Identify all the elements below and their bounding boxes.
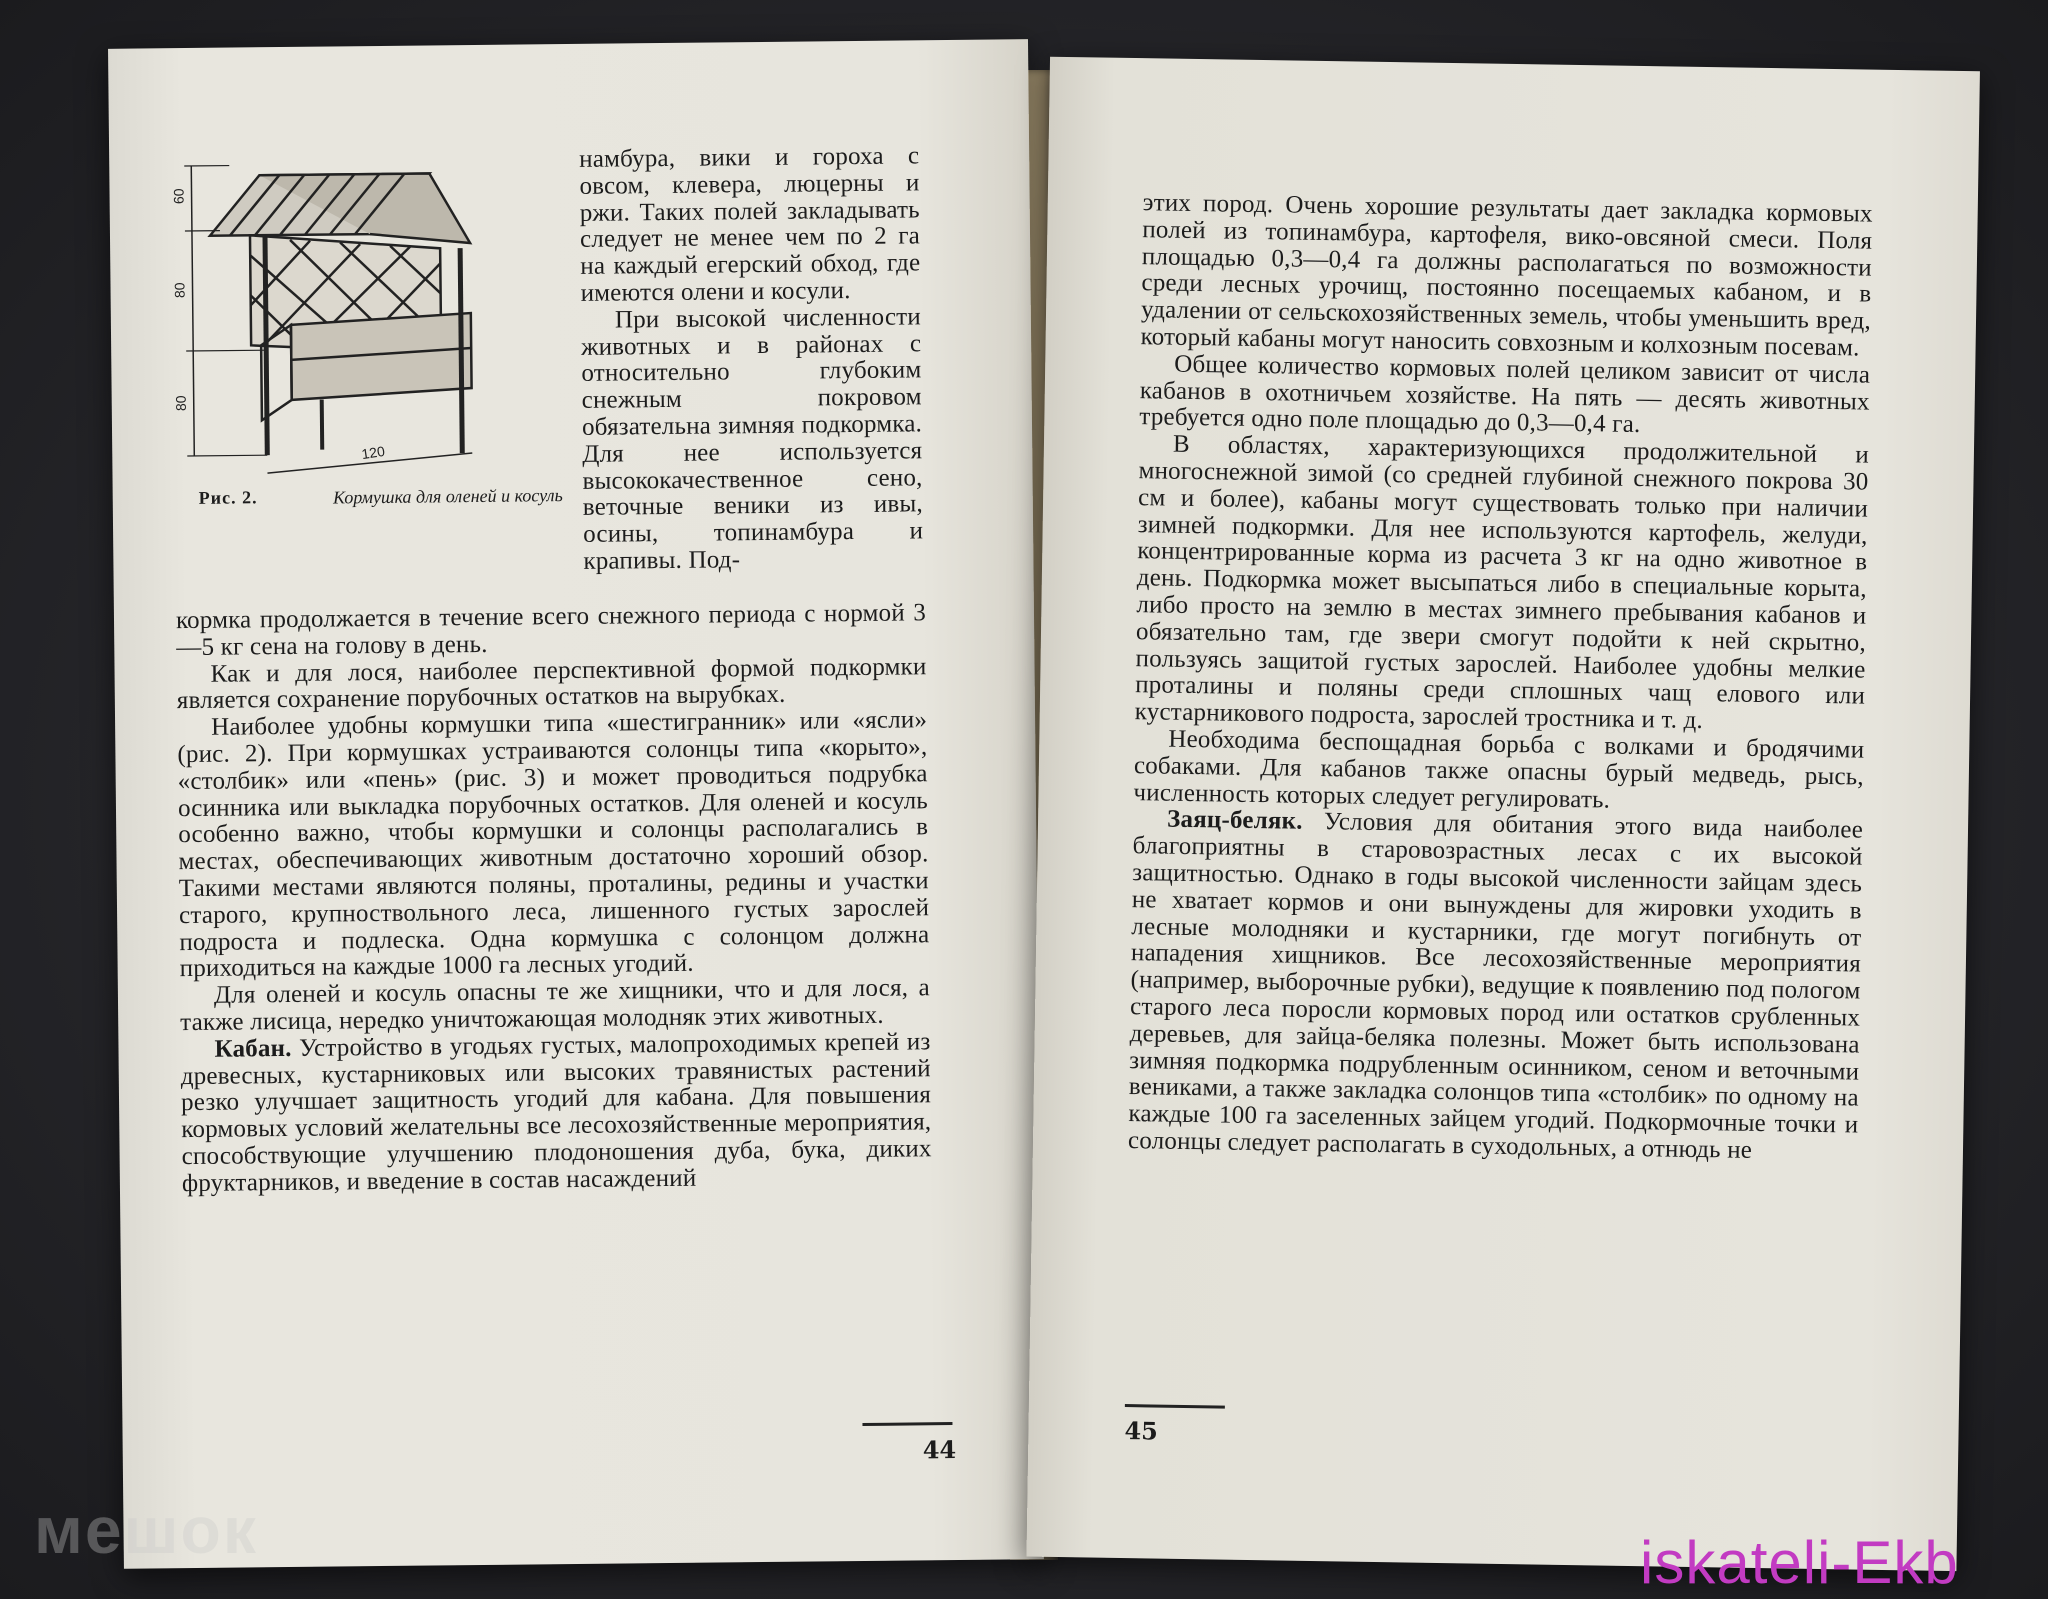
feeder-figure	[169, 152, 572, 486]
boar-text: Устройство в угодьях густых, малопроходимых крепей из древесных, кустарниковых или высоких травянистых растений резко улучшает защитность угодий для кабана. Для повышения кормовых условий желательны все лесохозяйственные мероприятия, способствующие улучшению плодоношения дуба, бука, диких фруктарников, и введение в состав насаждений	[180, 1028, 932, 1197]
watermark-meshok: мешок	[34, 1493, 258, 1567]
left-lower-column	[176, 600, 932, 1197]
paragraph: Необходима беспощадная борьба с волками и бродячими собаками. Для кабанов также опасны бурый медведь, рысь, численность которых следует регулировать.	[1133, 725, 1865, 814]
right-page	[1026, 57, 1979, 1571]
paragraph: В областях, характеризующихся продолжительной и многоснежной зимой (со средней глубиной снежного покрова 30 см и более), кабаны могут существовать только при наличии зимней подкормки. Для нее используются картофель, желуди, концентрированные корма из расчета 3 кг на одно животное в день. Подкормка может высыпаться либо в специальные корыта, либо просто на землю в местах зимнего пребывания кабанов и обязательно там, где звери смогут подойти к ней скрытно, пользуясь защитой густых зарослей. Наиболее удобны мелкие проталины и поляны среди сплошных чащ елового или кустарникового подроста, зарослей тростника и т. д.	[1134, 430, 1870, 735]
right-column	[1128, 190, 1873, 1166]
paragraph: Наиболее удобны кормушки типа «шестигранник» или «ясли» (рис. 2). При кормушках устраиваются солонцы типа «корыто», «столбик» или «пень» (рис. 3) и может проводиться подрубка осинника или выкладка порубочных остатков. Для оленей и косуль особенно важно, чтобы кормушки и солонцы располагались в местах, обеспечивающих животным достаточно хороший обзор. Такими местами являются поляны, проталины, редины и участки старого, крупноствольного леса, лишенного густых зарослей подроста и подлеска. Одна кормушка с солонцом должна приходиться на каждые 1000 га лесных угодий.	[177, 706, 930, 983]
page-rule	[862, 1422, 952, 1426]
paragraph: кормка продолжается в течение всего снежного периода с нормой 3—5 кг сена на голову в день.	[175, 599, 927, 661]
boar-paragraph	[180, 1029, 932, 1198]
left-upper-column	[579, 143, 923, 575]
watermark-iskateli: iskateli-Ekb	[1640, 1529, 1959, 1596]
paragraph: Общее количество кормовых полей целиком зависит от числа кабанов в охотничьем хозяйстве. На пять — десять животных требуется одно поле площадью до 0,3—0,4 га.	[1139, 350, 1871, 439]
feeder-illustration	[169, 152, 572, 486]
paragraph: При высокой численности животных и в районах с относительно глубоким снежным покровом обязательна зимняя подкормка. Для нее используется высококачественное сено, веточные веники из ивы, осины, топинамбура и крапивы. Под-	[581, 303, 924, 575]
dim-label-4: 120	[360, 442, 386, 463]
paragraph: Как и для лося, наиболее перспективной формой подкормки является сохранение порубочных остатков на вырубках.	[176, 652, 927, 715]
paragraph: Для оленей и косуль опасны те же хищники, что и для лося, а также лисица, нередко уничтожающая молодняк этих животных.	[180, 974, 931, 1037]
boar-heading: Кабан.	[214, 1034, 292, 1063]
left-page	[108, 39, 1044, 1569]
hare-heading: Заяц-беляк.	[1166, 805, 1303, 836]
dim-label-2: 80	[171, 282, 188, 299]
paragraph: намбура, вики и гороха с овсом, клевера, люцерны и ржи. Таких полей закладывать следует не менее чем по 2 га на каждый егерский обход, где имеются олени и косули.	[579, 142, 921, 307]
figure-title: Кормушка для оленей и косуль	[332, 485, 563, 508]
figure-label: Рис. 2.	[198, 487, 258, 508]
paragraph: этих пород. Очень хорошие результаты дает закладка кормовых полей из топинамбура, картофеля, вико-овсяной смеси. Поля площадью 0,3—0,4 га должны располагаться по возможности среди лесных урочищ, постоянно посещаемых кабаном, и в удалении от сельскохозяйственных земель, чтобы уменьшить вред, который кабаны могут наносить совхозным и колхозным посевам.	[1140, 189, 1873, 362]
dim-label-3: 80	[172, 395, 189, 412]
hare-text: Условия для обитания этого вида наиболее благоприятны в старовозрастных лесах с их высокой защитностью. Однако в годы высокой численности зайцам здесь не хватает кормов и они вынуждены для жировки уходить в лесные молодняки и кустарники, где могут погибнуть от нападения хищников. Все лесохозяйственные мероприятия (например, выборочные рубки), ведущие к появлению под пологом старого леса поросли кормовых пород или остатков срубленных деревьев, для зайца-беляка полезны. Может быть использована зимняя подкормка подрубленным осинником, сеном и веточными вениками, а также закладка солонцов типа «столбик» по одному на каждые 100 га заселенных зайцем угодий. Подкормочные точки и солонцы следует располагать в суходольных, а отнюдь не	[1127, 808, 1864, 1164]
page-rule	[1125, 1404, 1225, 1409]
hare-paragraph	[1128, 806, 1863, 1166]
dim-label-1: 60	[170, 188, 187, 205]
page-number-right: 45	[1124, 1416, 1159, 1446]
page-number-left: 44	[922, 1435, 957, 1465]
